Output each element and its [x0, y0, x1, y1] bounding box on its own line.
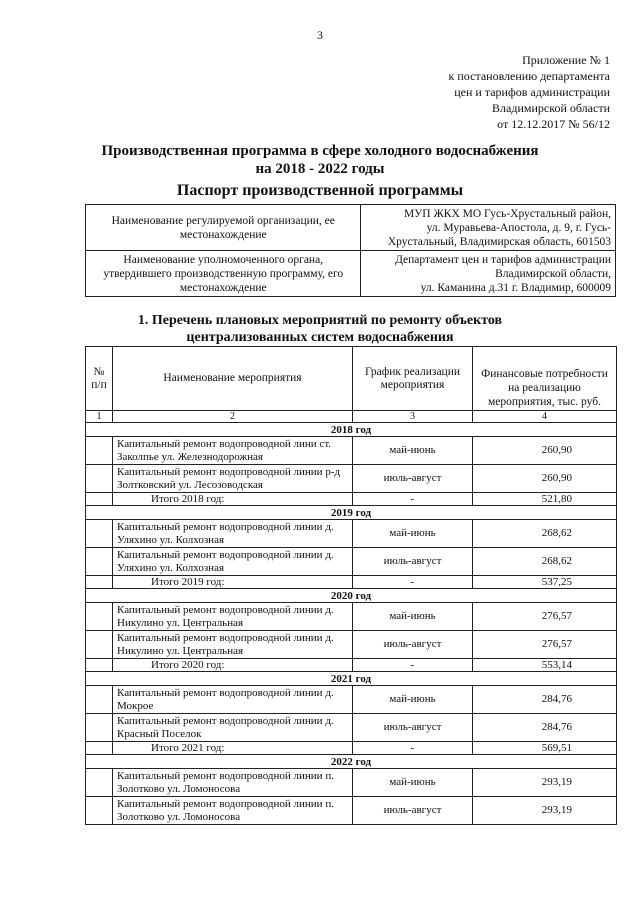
row-num	[86, 769, 113, 797]
measure-name: Капитальный ремонт водопроводной линии д. Никулино ул. Центральная	[113, 603, 353, 631]
title-line: на 2018 - 2022 годы	[255, 161, 385, 177]
total-row	[86, 576, 617, 589]
row-num	[86, 797, 113, 825]
year-label: 2018 год	[86, 423, 617, 437]
column-number: 1	[86, 411, 113, 423]
table-row	[86, 686, 617, 714]
measure-name: Капитальный ремонт водопроводной линии п. Золотково ул. Ломоносова	[113, 797, 353, 825]
measure-amount: 260,90	[473, 437, 617, 465]
total-schedule: -	[353, 659, 473, 672]
passport-value-line: ул. Муравьева-Апостола, д. 9, г. Гусь-	[426, 221, 611, 234]
measure-amount: 268,62	[473, 520, 617, 548]
measure-schedule: май-июнь	[353, 603, 473, 631]
measure-amount: 293,19	[473, 797, 617, 825]
title-line: Производственная программа в сфере холодного водоснабжения	[101, 143, 539, 159]
row-num	[86, 714, 113, 742]
passport-row	[86, 205, 616, 251]
total-row	[86, 742, 617, 755]
measure-name: Капитальный ремонт водопроводной лини ст. Заколпье ул. Железнодорожная	[113, 437, 353, 465]
table-row	[86, 548, 617, 576]
measure-amount: 268,62	[473, 548, 617, 576]
column-number: 4	[473, 411, 617, 423]
passport-value-line: Хрустальный, Владимирская область, 601503	[387, 235, 611, 248]
measure-amount: 293,19	[473, 769, 617, 797]
passport-value	[361, 205, 616, 251]
table-row	[86, 797, 617, 825]
row-num	[86, 659, 113, 672]
row-num	[86, 437, 113, 465]
table-header-row	[86, 347, 617, 411]
measure-schedule: июль-август	[353, 465, 473, 493]
row-num	[86, 742, 113, 755]
measure-amount: 276,57	[473, 631, 617, 659]
measure-amount: 260,90	[473, 465, 617, 493]
total-schedule: -	[353, 576, 473, 589]
page-number: 3	[317, 28, 323, 42]
total-amount: 553,14	[473, 659, 617, 672]
total-schedule: -	[353, 742, 473, 755]
row-num	[86, 520, 113, 548]
row-num	[86, 548, 113, 576]
header-num: № п/п	[86, 347, 113, 411]
measure-name: Капитальный ремонт водопроводной линии д. Никулино ул. Центральная	[113, 631, 353, 659]
column-number: 3	[353, 411, 473, 423]
year-row	[86, 672, 617, 686]
table-row	[86, 769, 617, 797]
appendix-line: цен и тарифов администрации	[454, 85, 610, 99]
total-label: Итого 2021 год:	[113, 742, 353, 755]
passport-value-line: Департамент цен и тарифов администрации	[395, 253, 611, 266]
appendix-line: Владимирской области	[492, 101, 610, 115]
passport-value	[361, 251, 616, 297]
measure-schedule: май-июнь	[353, 437, 473, 465]
passport-row	[86, 251, 616, 297]
table-row	[86, 603, 617, 631]
measure-name: Капитальный ремонт водопроводной линии д. Уляхино ул. Колхозная	[113, 548, 353, 576]
row-num	[86, 631, 113, 659]
table-row	[86, 520, 617, 548]
year-row	[86, 423, 617, 437]
measure-schedule: май-июнь	[353, 686, 473, 714]
table-row	[86, 465, 617, 493]
row-num	[86, 465, 113, 493]
section-line: централизованных систем водоснабжения	[186, 330, 454, 345]
year-label: 2021 год	[86, 672, 617, 686]
measure-schedule: июль-август	[353, 714, 473, 742]
header-finance: Финансовые потребности на реализацию мероприятия, тыс. руб.	[473, 347, 617, 411]
row-num	[86, 603, 113, 631]
measure-schedule: июль-август	[353, 548, 473, 576]
year-label: 2020 год	[86, 589, 617, 603]
table-row	[86, 631, 617, 659]
row-num	[86, 576, 113, 589]
header-schedule: График реализации мероприятия	[353, 347, 473, 411]
passport-value-line: Владимирской области,	[495, 267, 611, 280]
measure-name: Капитальный ремонт водопроводной линии д. Мокрое	[113, 686, 353, 714]
year-row	[86, 589, 617, 603]
measure-schedule: май-июнь	[353, 520, 473, 548]
measure-name: Капитальный ремонт водопроводной линии д. Уляхино ул. Колхозная	[113, 520, 353, 548]
column-number-row	[86, 411, 617, 423]
table-row	[86, 714, 617, 742]
measure-name: Капитальный ремонт водопроводной линии д. Красный Поселок	[113, 714, 353, 742]
total-label: Итого 2018 год:	[113, 493, 353, 506]
total-amount: 569,51	[473, 742, 617, 755]
measure-name: Капитальный ремонт водопроводной линии п. Золотково ул. Ломоносова	[113, 769, 353, 797]
appendix-header	[360, 52, 610, 132]
table-row	[86, 437, 617, 465]
measure-amount: 276,57	[473, 603, 617, 631]
total-label: Итого 2020 год:	[113, 659, 353, 672]
total-label: Итого 2019 год:	[113, 576, 353, 589]
passport-value-line: МУП ЖКХ МО Гусь-Хрустальный район,	[403, 207, 611, 220]
passport-table	[85, 204, 616, 297]
measures-table	[85, 346, 617, 825]
passport-label: Наименование уполномоченного органа, утвердившего производственную программу, его местонахождение	[86, 251, 361, 297]
section-line: 1. Перечень плановых мероприятий по ремонту объектов	[137, 313, 503, 328]
passport-value-line: ул. Каманина д.31 г. Владимир, 600009	[420, 281, 611, 294]
measure-amount: 284,76	[473, 686, 617, 714]
appendix-line: Приложение № 1	[522, 53, 610, 67]
measure-schedule: май-июнь	[353, 769, 473, 797]
passport-heading: Паспорт производственной программы	[176, 182, 464, 199]
total-row	[86, 659, 617, 672]
row-num	[86, 493, 113, 506]
year-label: 2022 год	[86, 755, 617, 769]
year-row	[86, 506, 617, 520]
total-schedule: -	[353, 493, 473, 506]
total-row	[86, 493, 617, 506]
passport-label: Наименование регулируемой организации, ее местонахождение	[86, 205, 361, 251]
row-num	[86, 686, 113, 714]
appendix-line: от 12.12.2017 № 56/12	[497, 117, 610, 131]
total-amount: 521,80	[473, 493, 617, 506]
column-number: 2	[113, 411, 353, 423]
section-heading	[0, 312, 640, 346]
measure-schedule: июль-август	[353, 797, 473, 825]
year-label: 2019 год	[86, 506, 617, 520]
total-amount: 537,25	[473, 576, 617, 589]
measure-name: Капитальный ремонт водопроводной линии р-д Золтковский ул. Лесозоводская	[113, 465, 353, 493]
measure-schedule: июль-август	[353, 631, 473, 659]
measure-amount: 284,76	[473, 714, 617, 742]
header-name: Наименование мероприятия	[113, 347, 353, 411]
appendix-line: к постановлению департамента	[448, 69, 610, 83]
year-row	[86, 755, 617, 769]
document-title	[0, 142, 640, 178]
